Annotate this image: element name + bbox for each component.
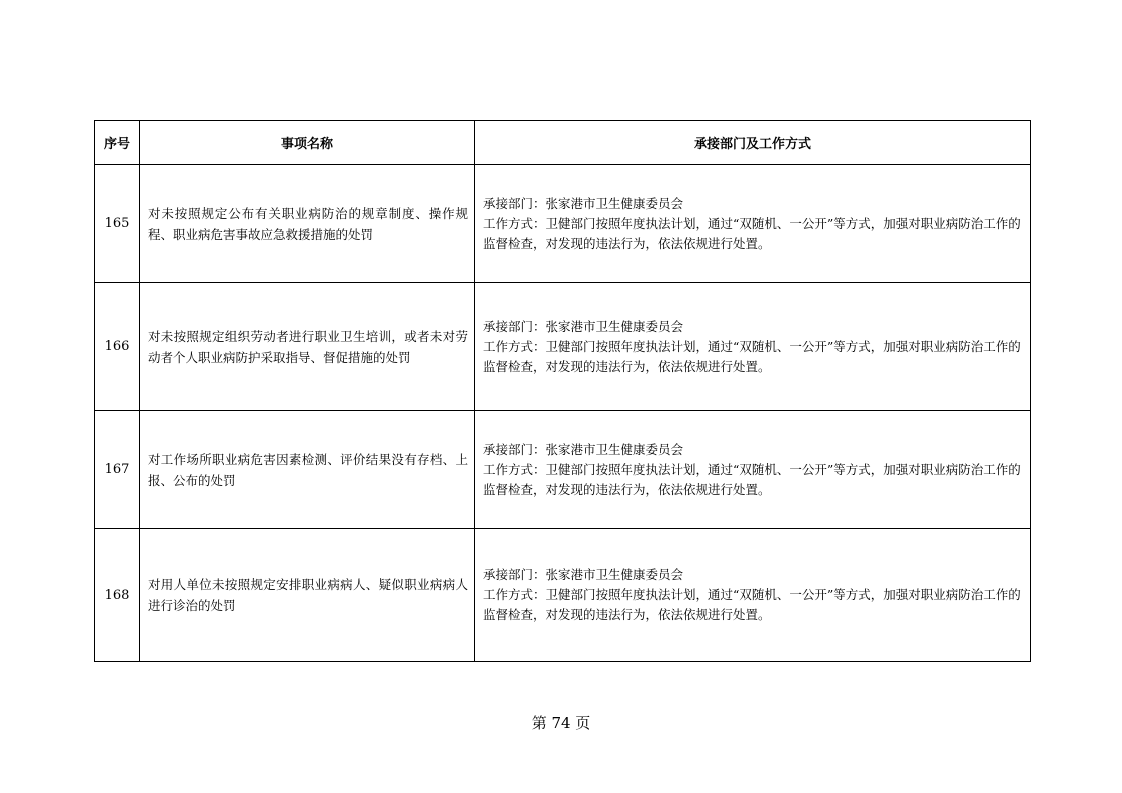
row-method: 工作方式：卫健部门按照年度执法计划，通过“双随机、一公开”等方式，加强对职业病防治工作的监督检查，对发现的违法行为，依法依规进行处置。 bbox=[483, 338, 1021, 374]
row-dept-cell bbox=[475, 283, 1031, 411]
items-table bbox=[94, 120, 1031, 662]
table-row bbox=[95, 283, 1031, 411]
row-method: 工作方式：卫健部门按照年度执法计划，通过“双随机、一公开”等方式，加强对职业病防治工作的监督检查，对发现的违法行为，依法依规进行处置。 bbox=[483, 587, 1021, 622]
row-num: 166 bbox=[95, 283, 140, 411]
table-row bbox=[95, 165, 1031, 283]
row-item-name: 对用人单位未按照规定安排职业病病人、疑似职业病病人进行诊治的处罚 bbox=[140, 529, 475, 662]
row-item-name: 对未按照规定公布有关职业病防治的规章制度、操作规程、职业病危害事故应急救援措施的处罚 bbox=[140, 165, 475, 283]
row-dept-cell bbox=[475, 165, 1031, 283]
row-item-name: 对未按照规定组织劳动者进行职业卫生培训，或者未对劳动者个人职业病防护采取指导、督促措施的处罚 bbox=[140, 283, 475, 411]
row-num: 168 bbox=[95, 529, 140, 662]
row-department: 承接部门：张家港市卫生健康委员会 bbox=[483, 318, 684, 334]
header-dept: 承接部门及工作方式 bbox=[475, 121, 1031, 165]
table-row bbox=[95, 411, 1031, 529]
row-dept-cell bbox=[475, 529, 1031, 662]
row-item-name: 对工作场所职业病危害因素检测、评价结果没有存档、上报、公布的处罚 bbox=[140, 411, 475, 529]
row-department: 承接部门：张家港市卫生健康委员会 bbox=[483, 441, 684, 457]
row-department: 承接部门：张家港市卫生健康委员会 bbox=[483, 567, 684, 582]
table-header-row bbox=[95, 121, 1031, 165]
row-method: 工作方式：卫健部门按照年度执法计划，通过“双随机、一公开”等方式，加强对职业病防治工作的监督检查，对发现的违法行为，依法依规进行处置。 bbox=[483, 215, 1021, 251]
row-dept-cell bbox=[475, 411, 1031, 529]
header-num: 序号 bbox=[95, 121, 140, 165]
header-name: 事项名称 bbox=[140, 121, 475, 165]
row-num: 165 bbox=[95, 165, 140, 283]
row-method: 工作方式：卫健部门按照年度执法计划，通过“双随机、一公开”等方式，加强对职业病防治工作的监督检查，对发现的违法行为，依法依规进行处置。 bbox=[483, 461, 1021, 497]
row-department: 承接部门：张家港市卫生健康委员会 bbox=[483, 195, 684, 211]
table-row bbox=[95, 529, 1031, 662]
row-num: 167 bbox=[95, 411, 140, 529]
page-number: 第 74 页 bbox=[531, 714, 591, 732]
